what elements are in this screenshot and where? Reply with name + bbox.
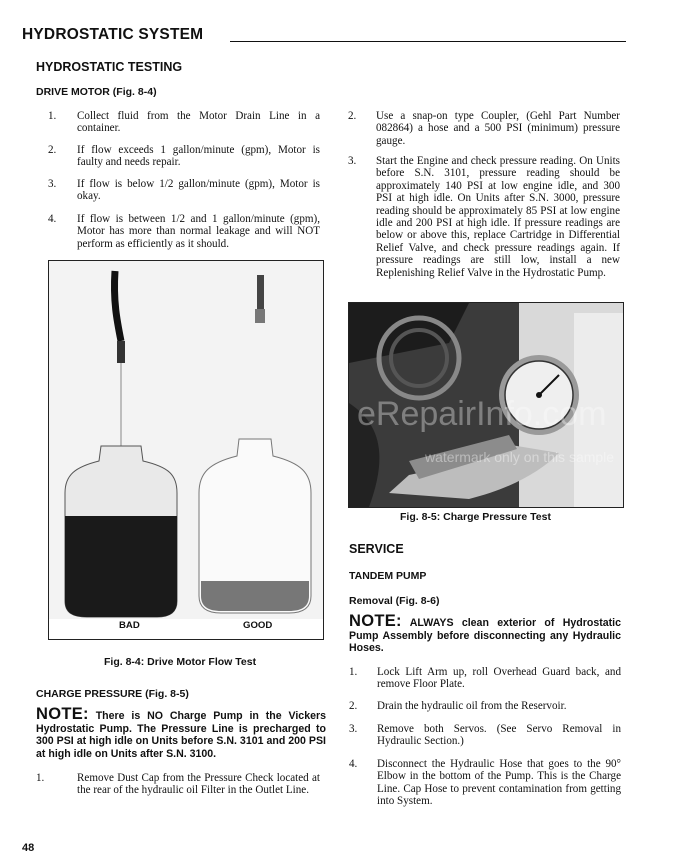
service-item-1: 1. Lock Lift Arm up, roll Overhead Guard back, and remove Floor Plate. xyxy=(349,666,621,691)
figure-8-5-caption: Fig. 8-5: Charge Pressure Test xyxy=(400,511,551,523)
removal-heading: Removal (Fig. 8-6) xyxy=(349,595,440,607)
service-item-4: 4. Disconnect the Hydraulic Hose that goes to the 90° Elbow in the bottom of the Pump. This is the Charge Line. Cap Hose to prevent contamination from getting into System. xyxy=(349,758,621,808)
bottles-illustration xyxy=(49,261,323,639)
drive-motor-item-3: 3. If flow is below 1/2 gallon/minute (gpm), Motor is okay. xyxy=(48,178,320,203)
watermark-sub: watermark only on this sample xyxy=(425,449,615,465)
drive-motor-item-4: 4. If flow is between 1/2 and 1 gallon/minute (gpm), Motor has more than normal leakage and will NOT perform as efficiently as it should. xyxy=(48,213,320,250)
bad-bottle-label: BAD xyxy=(119,620,140,631)
service-item-3: 3. Remove both Servos. (See Servo Removal in Hydraulic Section.) xyxy=(349,723,621,748)
service-item-2: 2. Drain the hydraulic oil from the Reservoir. xyxy=(349,700,567,712)
service-note xyxy=(349,612,621,655)
header-rule xyxy=(230,41,626,42)
charge-pressure-photo xyxy=(348,302,624,508)
header-title: HYDROSTATIC SYSTEM xyxy=(22,26,204,43)
section-title: HYDROSTATIC TESTING xyxy=(36,60,183,74)
charge-pressure-note-text: There is NO Charge Pump in the Vickers Hydrostatic Pump. The Pressure Line is precharged to 300 PSI at high idle on Units before S.N. 3101 and 200 PSI at high idle on Units after S.N. 3100. xyxy=(36,710,326,760)
note-label: NOTE: xyxy=(36,705,89,723)
drive-motor-item-2: 2. If flow exceeds 1 gallon/minute (gpm), Motor is faulty and needs repair. xyxy=(48,144,320,169)
service-note-text: ALWAYS clean exterior of Hydrostatic Pump Assembly before disconnecting any Hydraulic Hoses. xyxy=(349,617,621,655)
charge-pressure-item-1: 1. Remove Dust Cap from the Pressure Check located at the rear of the hydraulic oil Filter in the Outlet Line. xyxy=(36,772,320,797)
charge-pressure-item-3: 3. Start the Engine and check pressure reading. On Units before S.N. 3101, pressure reading should be approximately 140 PSI at low engine idle, and 300 PSI at high idle. On Units after S.N. 3000, pressure reading should be approximately 85 PSI at low engine idle and 200 PSI at high idle. If pressure readings are below or above this, replace Cartridge in Differential Relief Valve, and check pressure readings again. If pressure readings are still low, install a new Replenishing Relief Valve in the Hydrostatic Pump. xyxy=(348,155,620,279)
charge-pressure-heading: CHARGE PRESSURE (Fig. 8-5) xyxy=(36,688,189,700)
drive-motor-flow-photo xyxy=(48,260,324,640)
charge-pressure-item-2: 2. Use a snap-on type Coupler, (Gehl Part Number 082864) a hose and a 500 PSI (minimum) pressure gauge. xyxy=(348,110,620,147)
note-label: NOTE: xyxy=(349,612,402,630)
drive-motor-heading: DRIVE MOTOR (Fig. 8-4) xyxy=(36,86,157,98)
watermark-main: eRepairInfo.com xyxy=(357,395,607,433)
drive-motor-item-1: 1. Collect fluid from the Motor Drain Line in a container. xyxy=(48,110,320,135)
page-number: 48 xyxy=(22,842,35,854)
figure-8-4-caption: Fig. 8-4: Drive Motor Flow Test xyxy=(104,656,257,668)
service-heading: SERVICE xyxy=(349,542,404,556)
tandem-pump-heading: TANDEM PUMP xyxy=(349,570,427,582)
good-bottle-label: GOOD xyxy=(243,620,273,631)
charge-pressure-note xyxy=(36,705,326,760)
